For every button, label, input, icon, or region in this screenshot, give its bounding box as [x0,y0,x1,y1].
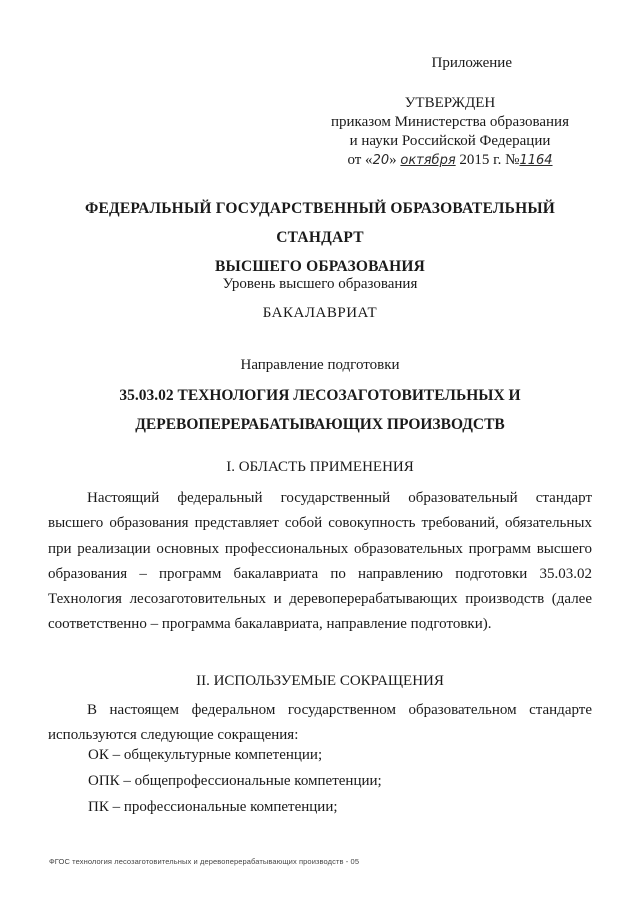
date-mid: » [389,152,397,168]
approved-label: УТВЕРЖДЕН [404,95,496,111]
date-month: октября [400,153,456,168]
direction-label: Направление подготовки [240,357,400,373]
abbreviation-item: ОПК – общепрофессиональные компетенции; [88,773,382,789]
page-footer: ФГОС технология лесозаготовительных и деревоперерабатывающих производств - 05 [49,857,360,866]
document-title [40,194,600,281]
direction-line-2: ДЕРЕВОПЕРЕРАБАТЫВАЮЩИХ ПРОИЗВОДСТВ [135,416,505,433]
section-1-paragraph: Настоящий федеральный государственный образовательный стандарт высшего образования представляет собой совокупность требований, обязательных при реализации основных профессиональных образовательных программ высшего образования – программ бакалавриата по направлению подготовки 35.03.02 Технология лесозаготовительных и деревоперерабатывающих производств (далее соответственно – программа бакалавриата, направление подготовки). [48,490,592,633]
education-level-value: БАКАЛАВРИАТ [262,305,378,321]
abbreviation-item: ПК – профессиональные компетенции; [88,799,338,815]
section-1-heading: I. ОБЛАСТЬ ПРИМЕНЕНИЯ [226,459,414,475]
order-number: 1164 [519,153,553,168]
date-day: 20 [372,153,390,168]
section-2-paragraph: В настоящем федеральном государственном образовательном стандарте используются следующие сокращения: [48,702,592,744]
approval-block [300,94,600,170]
appendix-label: Приложение [431,55,512,71]
direction-title [40,381,600,439]
abbreviation-item: ОК – общекультурные компетенции; [88,747,323,763]
title-line-2: ВЫСШЕГО ОБРАЗОВАНИЯ [214,258,425,275]
order-line-2: и науки Российской Федерации [349,133,551,149]
date-year: 2015 г. № [459,152,520,168]
title-line-1: ФЕДЕРАЛЬНЫЙ ГОСУДАРСТВЕННЫЙ ОБРАЗОВАТЕЛЬНЫЙ СТАНДАРТ [84,200,556,246]
order-line-1: приказом Министерства образования [331,114,569,130]
education-level-label: Уровень высшего образования [222,276,418,292]
date-prefix: от « [347,152,373,168]
section-2-heading: II. ИСПОЛЬЗУЕМЫЕ СОКРАЩЕНИЯ [196,673,444,689]
order-date-line [300,151,600,170]
direction-line-1: 35.03.02 ТЕХНОЛОГИЯ ЛЕСОЗАГОТОВИТЕЛЬНЫХ И [119,387,521,404]
